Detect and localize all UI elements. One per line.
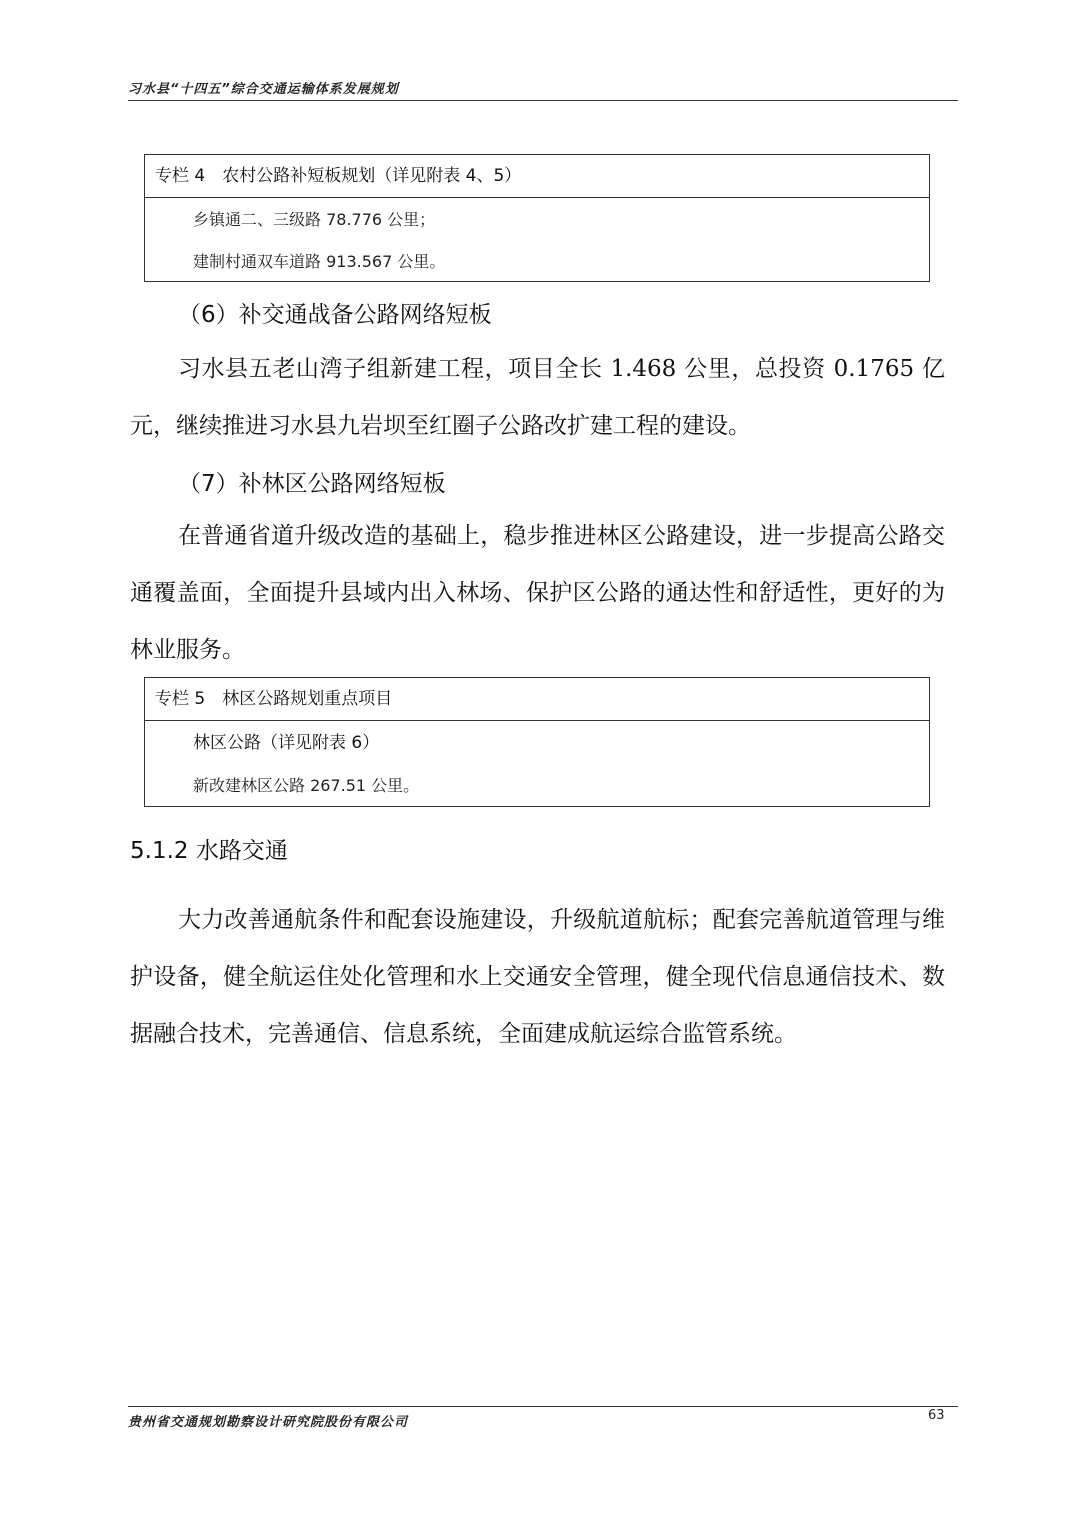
column-box-4 — [144, 154, 930, 282]
page-number: 63 — [928, 1408, 945, 1423]
column-box-5 — [144, 677, 930, 807]
column-box-4-line: 建制村通双车道路 913.567 公里。 — [193, 252, 446, 271]
section-7-paragraph: 在普通省道升级改造的基础上，稳步推进林区公路建设，进一步提高公路交通覆盖面，全面提升县域内出入林场、保护区公路的通达性和舒适性，更好的为林业服务。 — [130, 523, 945, 663]
column-box-5-line: 新改建林区公路 267.51 公里。 — [193, 776, 420, 795]
section-7-heading: （7）补林区公路网络短板 — [178, 471, 446, 497]
section-6-heading: （6）补交通战备公路网络短板 — [178, 302, 492, 328]
column-box-4-line: 乡镇通二、三级路 78.776 公里； — [193, 210, 436, 229]
section-6-paragraph: 习水县五老山湾子组新建工程，项目全长 1.468 公里，总投资 0.1765 亿元，继续推进习水县九岩坝至红圈子公路改扩建工程的建设。 — [130, 356, 945, 439]
footer-company: 贵州省交通规划勘察设计研究院股份有限公司 — [128, 1415, 409, 1430]
column-box-5-title: 专栏 5 林区公路规划重点项目 — [145, 678, 929, 721]
section-5-1-2-heading: 5.1.2 水路交通 — [130, 838, 288, 864]
running-header: 习水县“十四五”综合交通运输体系发展规划 — [128, 82, 399, 97]
footer-divider — [128, 1406, 958, 1407]
header-divider — [128, 100, 958, 101]
column-box-5-subtitle: 林区公路（详见附表 6） — [193, 733, 380, 753]
column-box-4-title: 专栏 4 农村公路补短板规划（详见附表 4、5） — [145, 155, 929, 198]
section-5-1-2-paragraph: 大力改善通航条件和配套设施建设，升级航道航标；配套完善航道管理与维护设备，健全航运住处化管理和水上交通安全管理，健全现代信息通信技术、数据融合技术，完善通信、信息系统，全面建成航运综合监管系统。 — [130, 907, 945, 1047]
